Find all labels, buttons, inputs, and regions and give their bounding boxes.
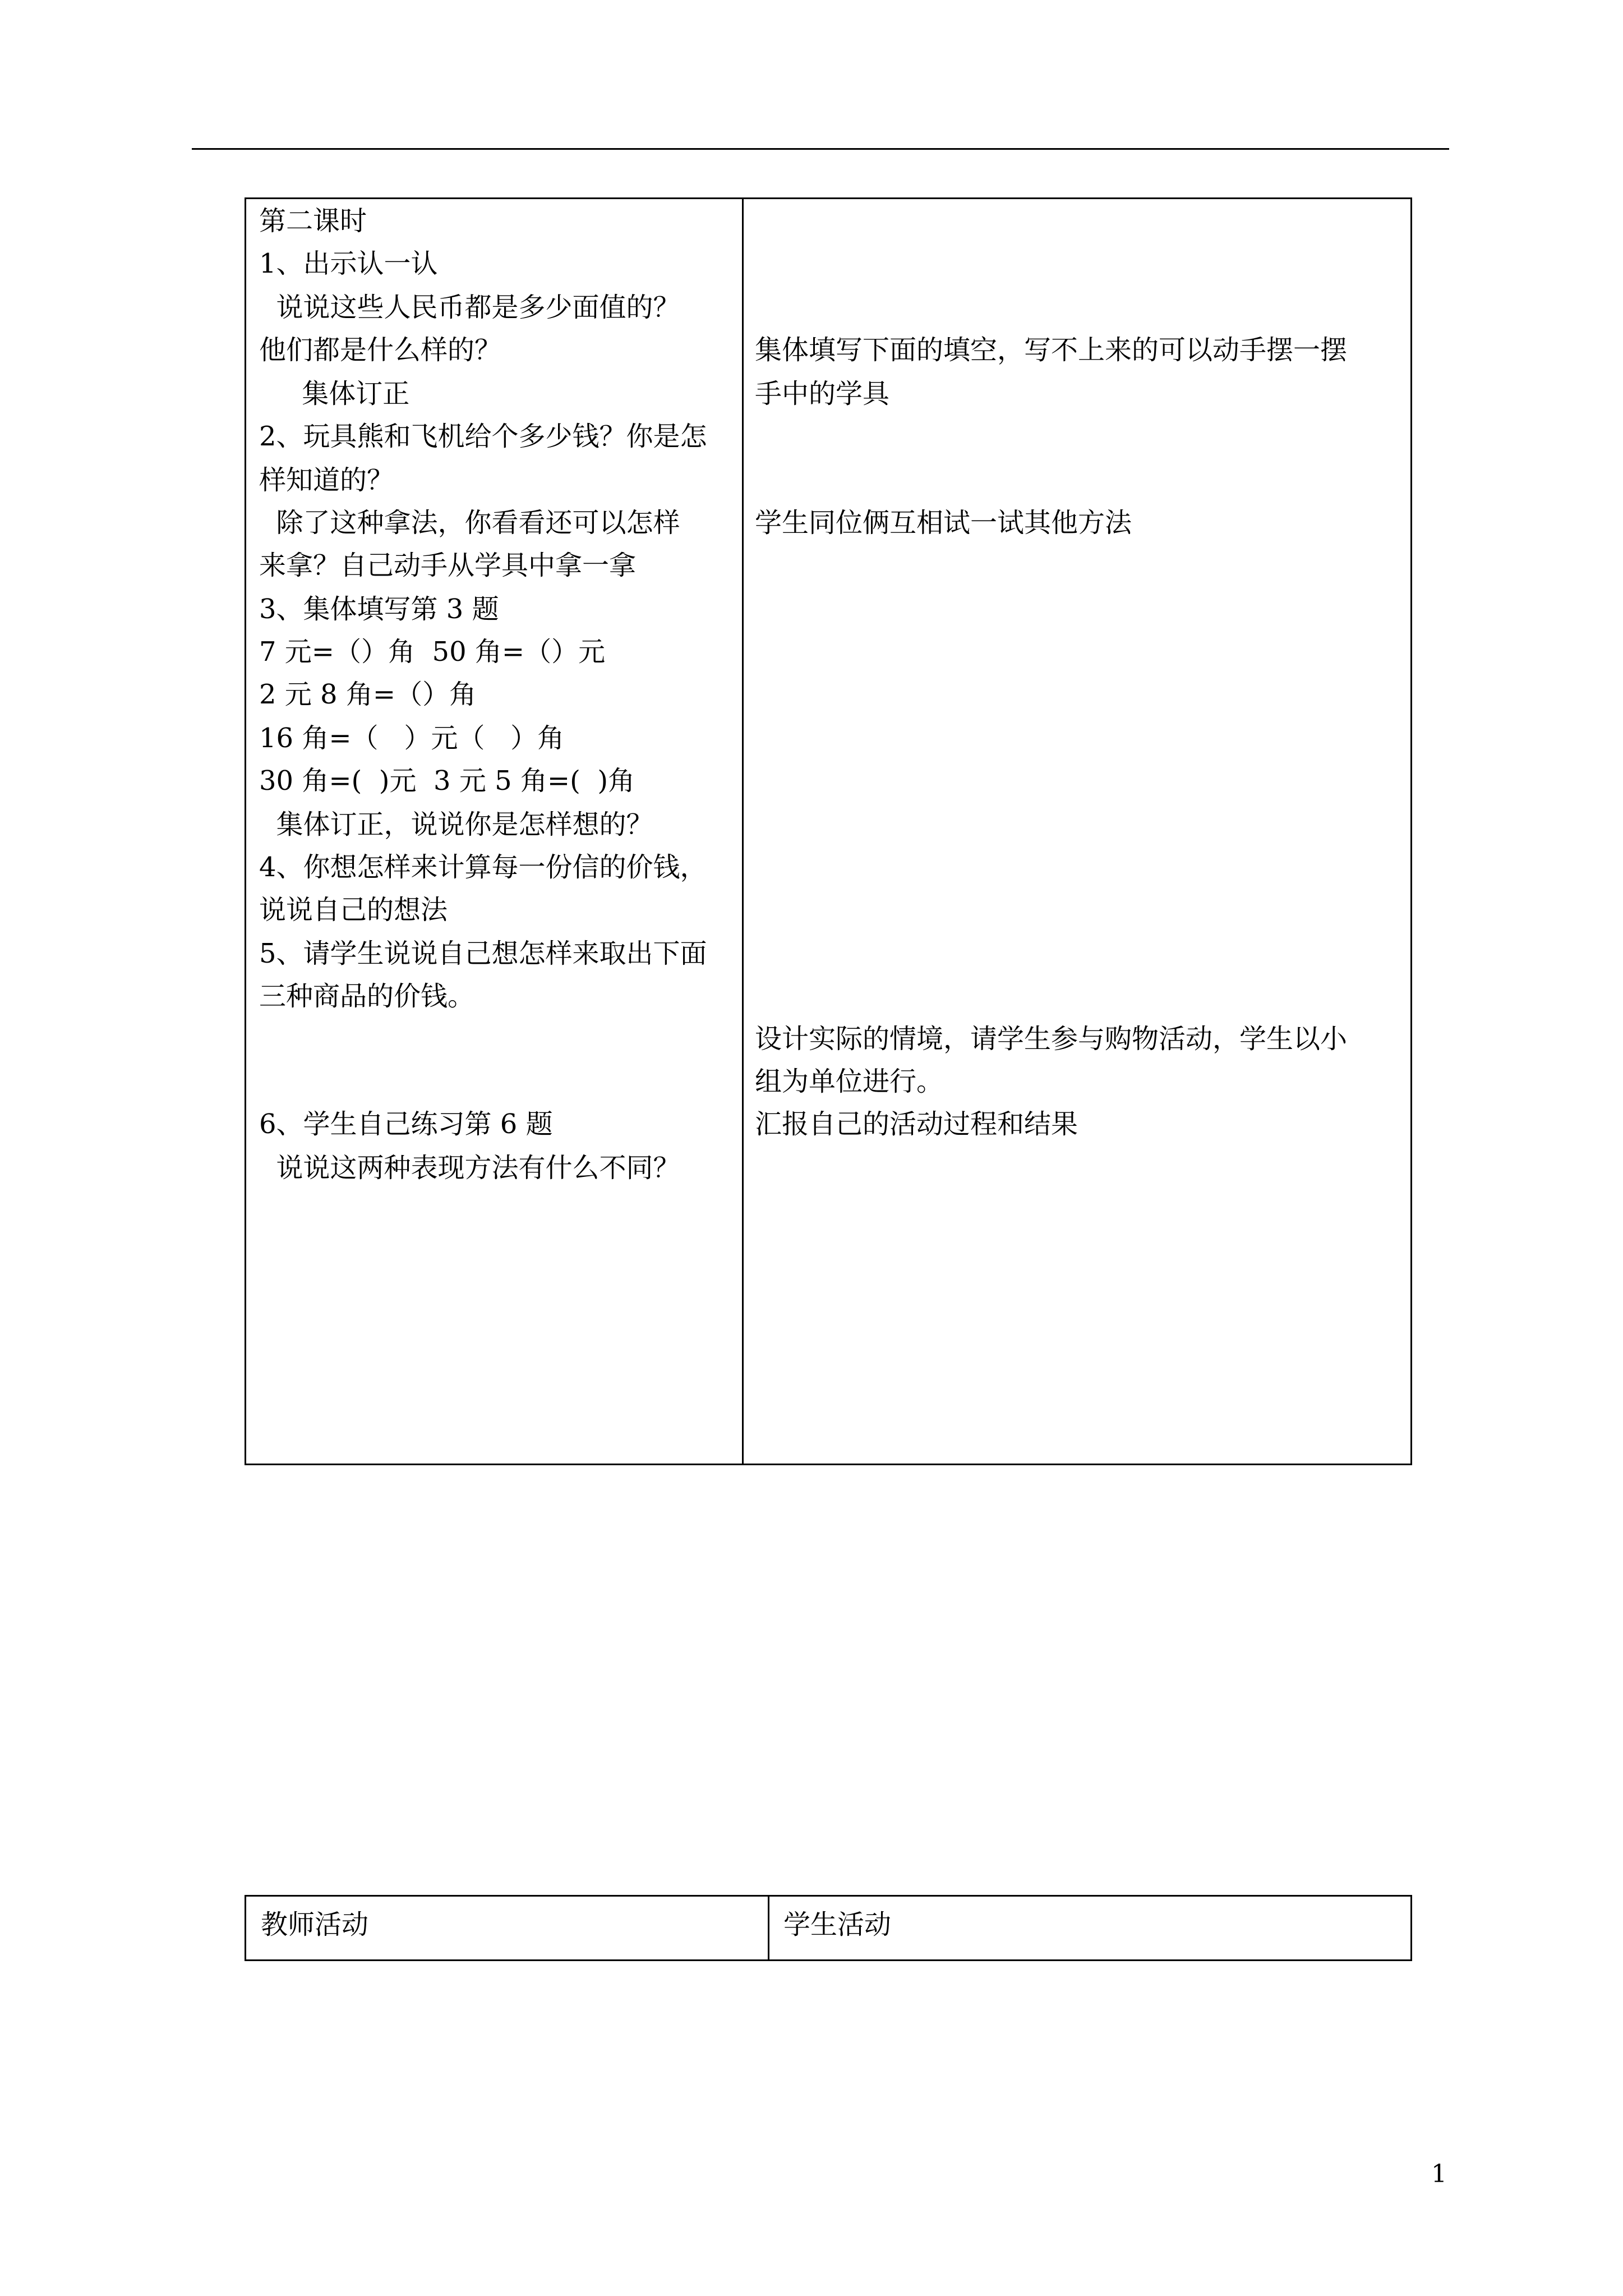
column-divider	[742, 199, 744, 1464]
step-1-question-cont: 他们都是什么样的？	[259, 334, 502, 366]
step-5-cont: 三种商品的价钱。	[259, 981, 475, 1012]
step-4-cont: 说说自己的想法	[259, 894, 448, 926]
exercise-2: 2 元 8 角=（）角	[259, 679, 477, 710]
exercise-3: 16 角=（ ）元（ ）角	[259, 723, 565, 754]
page-number: 1	[1431, 2160, 1447, 2188]
step-2-question-cont: 来拿？自己动手从学具中拿一拿	[259, 550, 637, 581]
student-activity-fill-cont: 手中的学具	[755, 378, 890, 409]
step-3-correct: 集体订正，说说你是怎样想的？	[259, 809, 653, 840]
step-6-question: 说说这两种表现方法有什么不同？	[259, 1152, 680, 1184]
lesson-title: 第二课时	[259, 205, 367, 237]
activity-header-table	[245, 1895, 1412, 1961]
student-activity-pairs: 学生同位俩互相试一试其他方法	[755, 507, 1132, 539]
student-activity-report: 汇报自己的活动过程和结果	[755, 1108, 1078, 1140]
step-6: 6、学生自己练习第 6 题	[259, 1108, 553, 1140]
step-1-correct: 集体订正	[259, 378, 410, 409]
student-activity-header: 学生活动	[783, 1909, 892, 1940]
column-divider	[768, 1897, 769, 1959]
step-2-cont: 样知道的？	[259, 464, 394, 496]
teacher-activity-header: 教师活动	[261, 1909, 369, 1940]
step-1: 1、出示认一认	[259, 248, 438, 279]
step-4: 4、你想怎样来计算每一份信的价钱，	[259, 852, 707, 883]
student-activity-fill: 集体填写下面的填空，写不上来的可以动手摆一摆	[755, 334, 1348, 366]
step-1-question: 说说这些人民币都是多少面值的？	[259, 292, 680, 323]
step-5: 5、请学生说说自己想怎样来取出下面	[259, 938, 707, 969]
student-activity-shopping-cont: 组为单位进行。	[755, 1066, 944, 1097]
step-2: 2、玩具熊和飞机给个多少钱？你是怎	[259, 421, 707, 452]
exercise-1: 7 元=（）角 50 角=（）元	[259, 636, 606, 668]
exercise-4: 30 角=( )元 3 元 5 角=( )角	[259, 765, 635, 797]
student-activity-shopping: 设计实际的情境，请学生参与购物活动，学生以小	[755, 1023, 1348, 1055]
step-2-question: 除了这种拿法，你看看还可以怎样	[259, 507, 680, 539]
step-3: 3、集体填写第 3 题	[259, 593, 499, 625]
header-rule	[192, 148, 1449, 150]
